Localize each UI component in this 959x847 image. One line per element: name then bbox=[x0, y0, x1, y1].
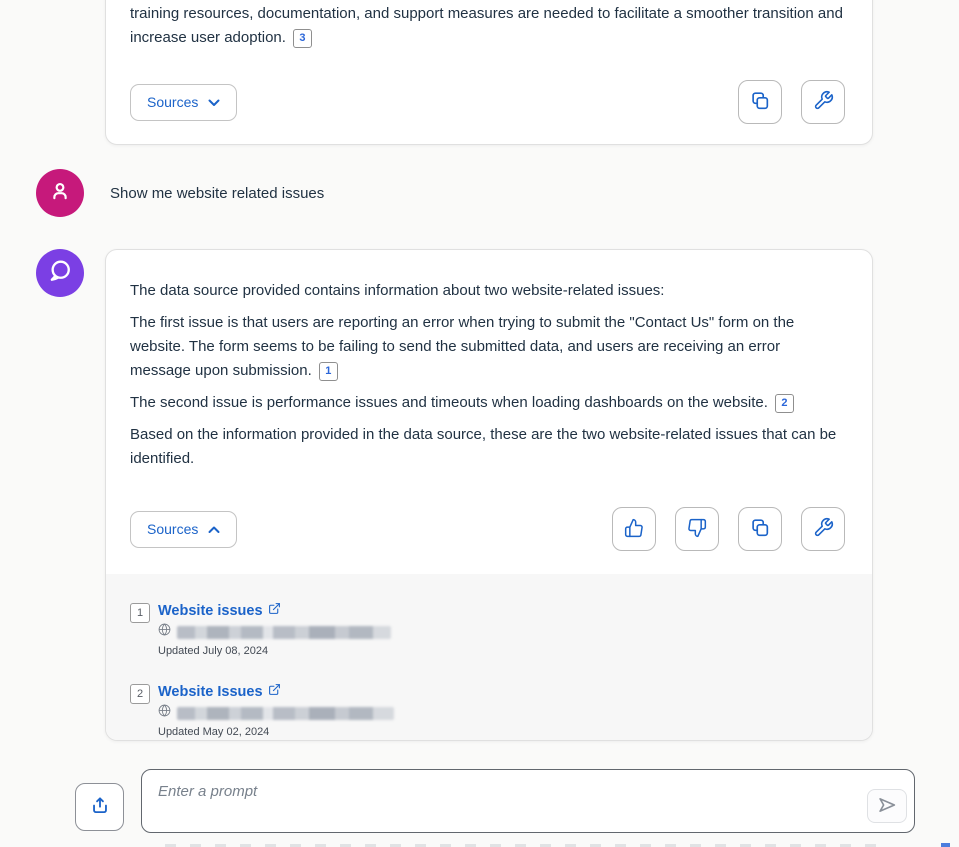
copy-icon bbox=[749, 90, 771, 115]
assistant-text: The first issue is that users are reporting an error when trying to submit the "Contact Us" form on the website. The form seems to be failing to send the submitted data, and users are receiving an error message upon submission. bbox=[130, 314, 795, 379]
source-link[interactable] bbox=[158, 602, 391, 620]
message-actions-row bbox=[130, 507, 845, 551]
source-item bbox=[130, 602, 848, 657]
sources-toggle-button[interactable] bbox=[130, 84, 237, 121]
source-number-badge: 1 bbox=[130, 603, 150, 623]
assistant-text: The second issue is performance issues and timeouts when loading dashboards on the website. bbox=[130, 394, 768, 411]
assistant-text: The data source provided contains information about two website-related issues: bbox=[130, 282, 665, 299]
assistant-message-card bbox=[105, 249, 873, 741]
source-updated-date: Updated July 08, 2024 bbox=[158, 645, 269, 657]
assistant-text: training resources, documentation, and support measures are needed to facilitate a smoother transition and increase user adoption. bbox=[130, 5, 843, 46]
chevron-up-icon bbox=[208, 521, 220, 537]
external-link-icon bbox=[268, 683, 281, 701]
assistant-reply-body bbox=[106, 250, 872, 479]
wrench-button[interactable] bbox=[801, 80, 845, 124]
person-icon bbox=[47, 178, 73, 209]
send-icon bbox=[875, 794, 899, 819]
source-url-row bbox=[158, 623, 391, 641]
assistant-paragraph bbox=[130, 391, 845, 415]
send-button[interactable] bbox=[867, 789, 907, 823]
sources-label: Sources bbox=[147, 94, 199, 110]
prompt-input-container bbox=[141, 769, 915, 833]
chevron-down-icon bbox=[208, 94, 220, 110]
source-item bbox=[130, 683, 848, 738]
assistant-message-card-previous bbox=[105, 0, 873, 145]
citation-badge[interactable]: 3 bbox=[293, 29, 312, 48]
source-updated-date: Updated May 02, 2024 bbox=[158, 726, 270, 738]
source-number-badge: 2 bbox=[130, 684, 150, 704]
assistant-paragraph bbox=[130, 311, 845, 383]
user-avatar bbox=[36, 169, 84, 217]
wrench-button[interactable] bbox=[801, 507, 845, 551]
globe-icon bbox=[158, 704, 171, 722]
sources-label: Sources bbox=[147, 521, 199, 537]
redacted-source-url bbox=[177, 707, 394, 720]
thumbs-down-icon bbox=[687, 518, 707, 541]
message-actions-row bbox=[130, 80, 845, 124]
copy-button[interactable] bbox=[738, 507, 782, 551]
assistant-paragraph bbox=[130, 2, 845, 50]
sources-panel bbox=[106, 574, 872, 741]
source-link[interactable] bbox=[158, 683, 394, 701]
prompt-input[interactable] bbox=[142, 770, 914, 832]
redacted-source-url bbox=[177, 626, 391, 639]
copy-button[interactable] bbox=[738, 80, 782, 124]
chat-bubble-icon bbox=[46, 257, 74, 290]
globe-icon bbox=[158, 623, 171, 641]
wrench-icon bbox=[813, 90, 834, 114]
user-message-text: Show me website related issues bbox=[110, 184, 325, 202]
assistant-paragraph bbox=[130, 423, 845, 471]
external-link-icon bbox=[268, 602, 281, 620]
citation-badge[interactable]: 2 bbox=[775, 394, 794, 413]
copy-icon bbox=[749, 517, 771, 542]
thumbs-down-button[interactable] bbox=[675, 507, 719, 551]
source-url-row bbox=[158, 704, 394, 722]
source-title[interactable]: Website issues bbox=[158, 603, 263, 619]
citation-badge[interactable]: 1 bbox=[319, 362, 338, 381]
upload-icon bbox=[89, 795, 111, 820]
source-title[interactable]: Website Issues bbox=[158, 684, 263, 700]
upload-button[interactable] bbox=[75, 783, 124, 831]
user-message-row bbox=[36, 169, 324, 217]
wrench-icon bbox=[813, 517, 834, 541]
thumbs-up-icon bbox=[624, 518, 644, 541]
assistant-paragraph bbox=[130, 279, 845, 303]
assistant-text: Based on the information provided in the data source, these are the two website-related issues that can be identified. bbox=[130, 426, 837, 467]
sources-toggle-button[interactable] bbox=[130, 511, 237, 548]
assistant-avatar bbox=[36, 249, 84, 297]
thumbs-up-button[interactable] bbox=[612, 507, 656, 551]
cut-off-footer-link bbox=[941, 843, 950, 847]
